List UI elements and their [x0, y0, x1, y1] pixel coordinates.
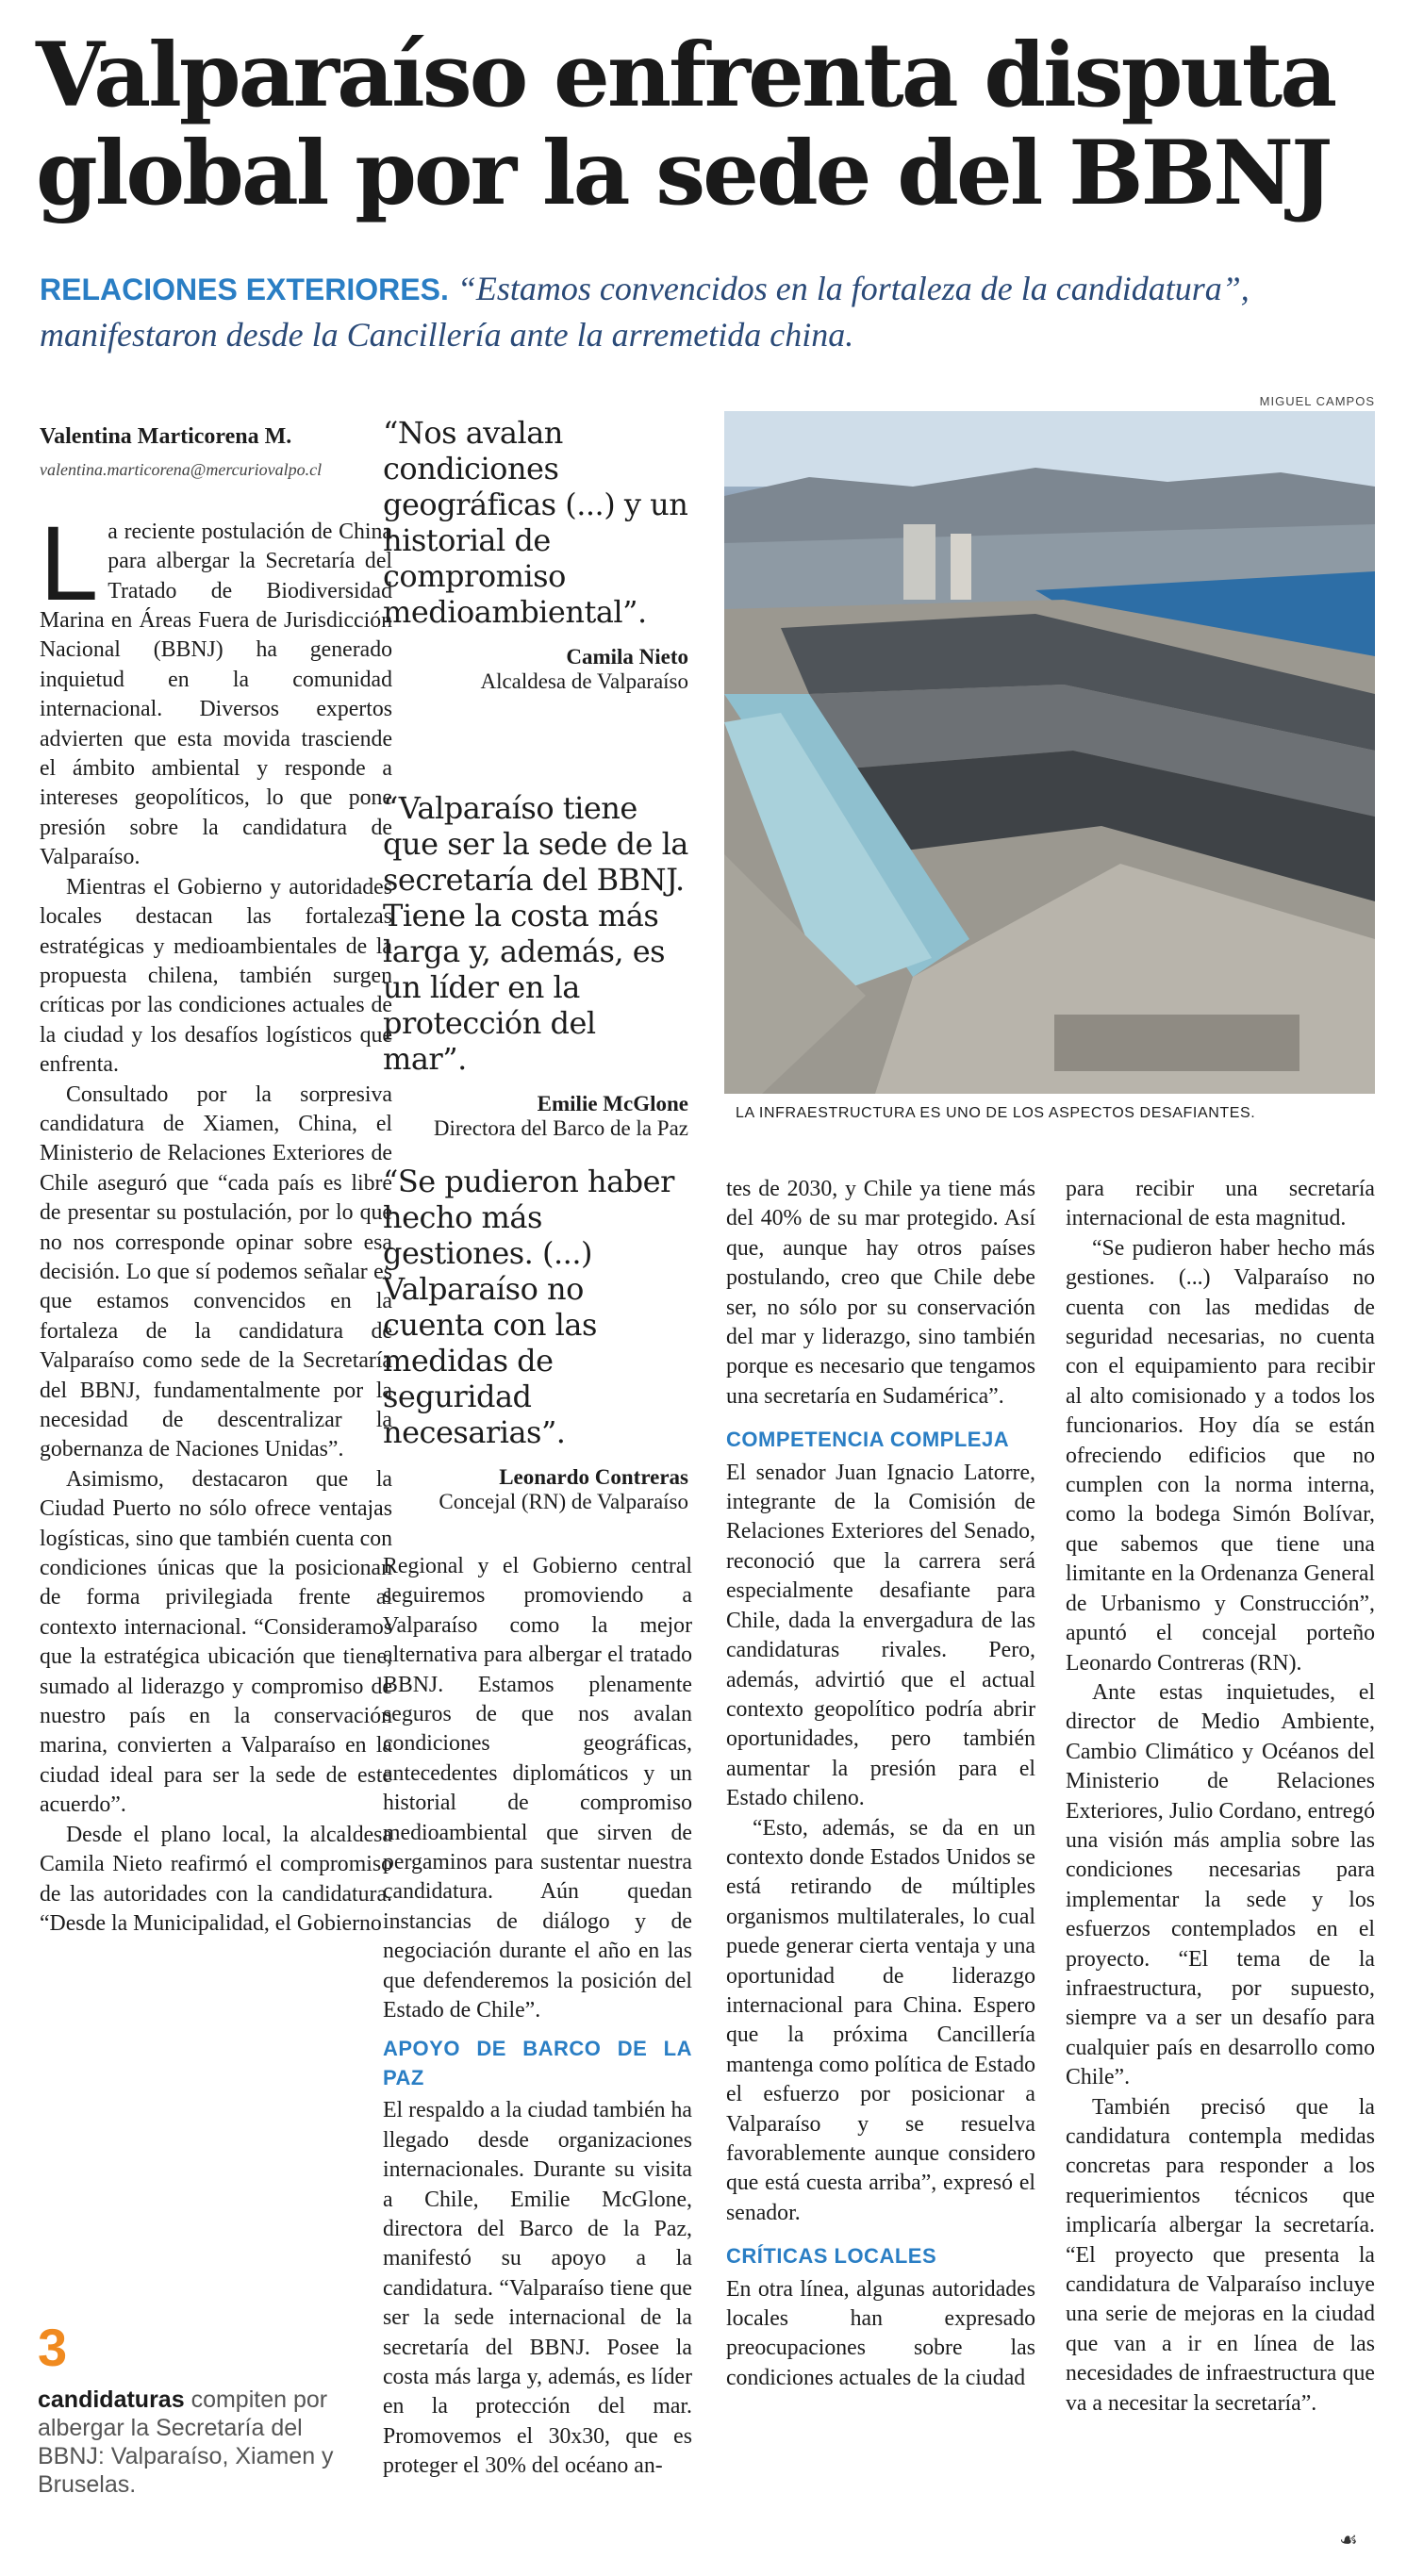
paragraph: “Se pudieron haber hecho más gestiones. (...) Valparaíso no cuenta con las medidas de seguridad necesarias, no cuenta con el equipamiento para recibir al alto comisionado y a todos los funcionarios. Hoy día se están ofreciendo edificios que no cumplen con la norma interna, como la bodega Simón Bolívar, que sabemos que tiene una limitante en la Ordenanza General de Urbanismo y Construcción”, apuntó el concejal porteño Leonardo Contreras (RN). — [1066, 1235, 1375, 1676]
pull-quote-1 — [383, 415, 688, 694]
paragraph: tes de 2030, y Chile ya tiene más del 40% de su mar protegido. Así que, aunque hay otros países postulando, creo que Chile debe ser, no sólo por su conservación del mar y liderazgo, sino también porque es necesario que tengamos una secretaría en Sudamérica”. — [726, 1177, 1035, 1409]
stat-number: 3 — [38, 2318, 68, 2377]
valparaiso-pier-illustration — [724, 411, 1375, 1094]
paragraph: para recibir una secretaría internacional de esta magnitud. — [1066, 1177, 1375, 1231]
paragraph — [40, 504, 392, 873]
quote-author: Leonardo Contreras — [499, 1465, 688, 1489]
pull-quote-2 — [383, 790, 688, 1141]
paragraph: Desde el plano local, la alcaldesa Camila Nieto reafirmó el compromiso de las autoridades con la candidatura. “Desde la Municipalidad, el Gobierno — [40, 1822, 392, 1936]
quote-text: “Valparaíso tiene que ser la sede de la secretaría del BBNJ. Tiene la costa más larga y, además, es un líder en la protección del mar”. — [383, 790, 688, 1077]
quote-role: Concejal (RN) de Valparaíso — [439, 1490, 688, 1513]
quote-text: “Se pudieron haber hecho más gestiones. (...) Valparaíso no cuenta con las medidas de seguridad necesarias”. — [383, 1164, 674, 1450]
paragraph: Ante estas inquietudes, el director de Medio Ambiente, Cambio Climático y Océanos del Ministerio de Relaciones Exteriores, Julio Cordano, entregó una visión más amplia sobre las condiciones necesarias para implementar la sede y los esfuerzos contemplados en el proyecto. “El tema de la infraestructura, por supuesto, siempre va a ser un desafío para cualquier país en desarrollo como Chile”. — [1066, 1679, 1375, 2090]
paragraph: Asimismo, destacaron que la Ciudad Puerto no sólo ofrece ventajas logísticas, sino que también cuenta con condiciones únicas que la posicionan de forma privilegiada frente al contexto internacional. “Consideramos que la estratégica ubicación que tiene, sumado al liderazgo y compromiso de nuestro país en la conservación marina, convierten a Valparaíso en la ciudad ideal para ser la sede de este acuerdo”. — [40, 1466, 392, 1818]
deck — [40, 266, 1379, 357]
quote-author: Emilie McGlone — [537, 1092, 688, 1115]
article-column-4 — [1066, 1175, 1375, 2419]
article-column-3 — [726, 1175, 1035, 2393]
article-column-1 — [40, 422, 392, 1939]
byline-email[interactable]: valentina.marticorena@mercuriovalpo.cl — [40, 460, 323, 480]
stat-description: compiten por albergar la Secretaría del BBNJ: Valparaíso, Xiamen y Bruselas. — [38, 2386, 334, 2498]
paragraph: El respaldo a la ciudad también ha llegado desde organizaciones internacionales. Durante su visita a Chile, Emilie McGlone, directora del Barco de la Paz, manifestó su apoyo a la candidatura. “Valparaíso tiene que ser la sede internacional de la secretaría del BBNJ. Posee la costa más larga y, además, es líder en la protección del mar. Promovemos el 30x30, que es proteger el 30% del océano an- — [383, 2098, 692, 2479]
paragraph: Mientras el Gobierno y autoridades locales destacan las fortalezas estratégicas y medioambientales de la propuesta chilena, también surgen críticas por las condiciones actuales de la ciudad y los desafíos logísticos que enfrenta. — [40, 874, 392, 1078]
section-heading: CRÍTICAS LOCALES — [726, 2244, 937, 2269]
paragraph: En otra línea, algunas autoridades locales han expresado preocupaciones sobre las condiciones actuales de la ciudad — [726, 2276, 1035, 2390]
deck-text: “Estamos convencidos en la fortaleza de la candidatura”, manifestaron desde la Cancillería ante la arremetida china. — [40, 270, 1250, 354]
article-column-2 — [383, 1552, 692, 2482]
paragraph: También precisó que la candidatura contempla medidas concretas para responder a los requerimientos técnicos que implicaría albergar la secretaría. “El proyecto que presenta la candidatura de Valparaíso incluye una serie de mejoras en la ciudad que van a ir en línea de las necesidades de infraestructura que va a necesitar la secretaría”. — [1066, 2094, 1375, 2416]
article-photo — [724, 411, 1375, 1094]
paragraph-text: a reciente postulación de China para albergar la Secretaría del Tratado de Biodiversidad Marina en Áreas Fuera de Jurisdicción Nacional (BBNJ) ha generado inquietud en la comunidad internacional. Diversos expertos advierten que esta movida trasciende el ámbito ambiental y responde a intereses geopolíticos, lo que pone presión sobre la candidatura de Valparaíso. — [40, 519, 392, 870]
byline-name: Valentina Marticorena M. — [40, 424, 292, 449]
pull-quote-3 — [383, 1164, 688, 1514]
paragraph: Consultado por la sorpresiva candidatura de Xiamen, China, el Ministerio de Relaciones Exteriores de Chile aseguró que “cada país es libre de presentar su postulación, por lo que no nos corresponde opinar sobre esa decisión. Lo que sí podemos señalar es que estamos convencidos en la fortaleza de la candidatura de Valparaíso como sede de la Secretaría del BBNJ, fundamentalmente por la necesidad de descentralizar la gobernanza de Naciones Unidas”. — [40, 1082, 392, 1462]
stat-text — [38, 2386, 339, 2499]
paragraph: “Esto, además, se da en un contexto donde Estados Unidos se está retirando de múltiples organismos multilaterales, lo cual puede generar cierta ventaja y una oportunidad de liderazgo internacional para China. Espero que la próxima Cancillería mantenga como política de Estado el esfuerzo por posicionar a Valparaíso y se resuelva favorablemente aunque considero que está cuesta arriba”, expresó el senador. — [726, 1815, 1035, 2225]
drop-cap: L — [40, 504, 99, 622]
photo-credit: MIGUEL CAMPOS — [1259, 394, 1375, 408]
headline: Valparaíso enfrenta disputa global por la sede del BBNJ — [36, 24, 1335, 225]
quote-role: Directora del Barco de la Paz — [433, 1116, 688, 1140]
section-heading: COMPETENCIA COMPLEJA — [726, 1428, 1010, 1452]
paragraph: El senador Juan Ignacio Latorre, integrante de la Comisión de Relaciones Exteriores del Senado, reconoció que la carrera será especialmente desafiante para Chile, dada la envergadura de las candidaturas rivales. Pero, además, advirtió que el actual contexto geopolítico podría abrir oportunidades, pero también aumentar la presión para el Estado chileno. — [726, 1460, 1035, 1811]
quote-role: Alcaldesa de Valparaíso — [480, 669, 688, 693]
paragraph: Regional y el Gobierno central seguiremos promoviendo a Valparaíso como la mejor alternativa para albergar el tratado BBNJ. Estamos plenamente seguros de que nos avalan condiciones geográficas, antecedentes diplomáticos y un historial de compromiso medioambiental que sirven de pergaminos para sustentar nuestra candidatura. Aún quedan instancias de diálogo y de negociación durante el año en las que defenderemos la posición del Estado de Chile”. — [383, 1554, 692, 2023]
end-mark-icon: ☙ — [1339, 2529, 1358, 2552]
section-heading: APOYO DE BARCO DE LA PAZ — [383, 2036, 692, 2089]
stat-bold: candidaturas — [38, 2386, 185, 2413]
deck-kicker: RELACIONES EXTERIORES. — [40, 272, 449, 306]
photo-caption: LA INFRAESTRUCTURA ES UNO DE LOS ASPECTOS DESAFIANTES. — [736, 1105, 1256, 1121]
quote-text: “Nos avalan condiciones geográficas (...) y un historial de compromiso medioambiental”. — [383, 415, 688, 630]
quote-author: Camila Nieto — [566, 645, 688, 669]
